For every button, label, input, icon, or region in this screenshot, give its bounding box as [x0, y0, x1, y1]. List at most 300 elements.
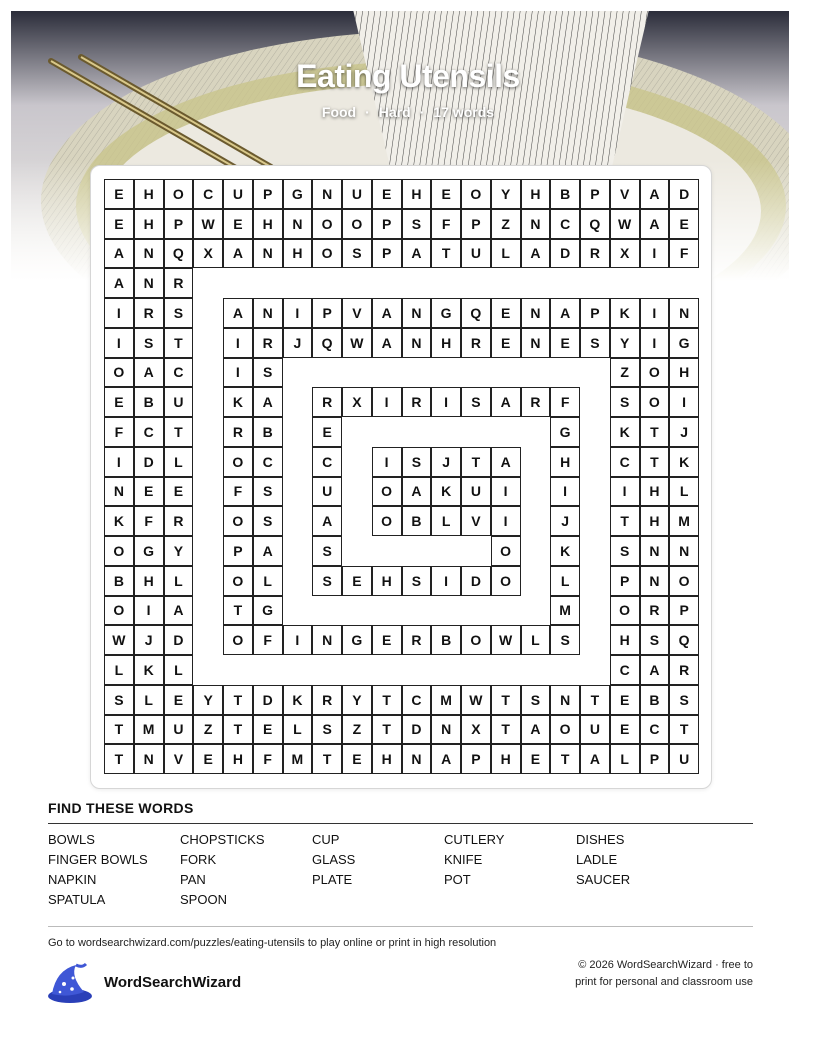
grid-cell[interactable]: I	[223, 328, 253, 358]
grid-cell[interactable]: Q	[580, 209, 610, 239]
grid-cell[interactable]: T	[164, 417, 194, 447]
grid-cell[interactable]: P	[580, 179, 610, 209]
grid-cell[interactable]: E	[550, 328, 580, 358]
grid-cell[interactable]: Y	[193, 685, 223, 715]
grid-cell[interactable]: P	[610, 566, 640, 596]
grid-cell[interactable]: H	[223, 744, 253, 774]
grid-cell[interactable]: C	[134, 417, 164, 447]
grid-cell[interactable]: Y	[342, 685, 372, 715]
grid-cell[interactable]: I	[104, 328, 134, 358]
grid-cell[interactable]: Z	[610, 358, 640, 388]
grid-cell[interactable]: S	[253, 506, 283, 536]
grid-cell[interactable]: A	[402, 477, 432, 507]
grid-cell[interactable]: R	[164, 506, 194, 536]
play-online-link[interactable]: Go to wordsearchwizard.com/puzzles/eating-utensils to play online or print in high resolution	[48, 937, 497, 949]
grid-cell[interactable]: T	[372, 715, 402, 745]
grid-cell[interactable]: E	[134, 477, 164, 507]
grid-cell[interactable]: I	[610, 477, 640, 507]
grid-cell[interactable]: D	[253, 685, 283, 715]
grid-cell[interactable]: X	[342, 387, 372, 417]
grid-cell[interactable]: O	[491, 536, 521, 566]
grid-cell[interactable]: L	[134, 685, 164, 715]
grid-cell[interactable]: A	[431, 744, 461, 774]
grid-cell[interactable]: F	[253, 744, 283, 774]
grid-cell[interactable]: O	[164, 179, 194, 209]
grid-cell[interactable]: K	[669, 447, 699, 477]
grid-cell[interactable]: T	[312, 744, 342, 774]
grid-cell[interactable]: R	[223, 417, 253, 447]
grid-cell[interactable]: N	[521, 328, 551, 358]
grid-cell[interactable]: B	[550, 179, 580, 209]
grid-cell[interactable]: A	[491, 387, 521, 417]
grid-cell[interactable]: S	[253, 477, 283, 507]
grid-cell[interactable]: T	[431, 239, 461, 269]
grid-cell[interactable]: I	[134, 596, 164, 626]
grid-cell[interactable]: B	[134, 387, 164, 417]
grid-cell[interactable]: C	[312, 447, 342, 477]
grid-cell[interactable]: G	[342, 625, 372, 655]
grid-cell[interactable]: R	[669, 655, 699, 685]
grid-cell[interactable]: W	[104, 625, 134, 655]
grid-cell[interactable]: O	[461, 179, 491, 209]
grid-cell[interactable]: A	[372, 298, 402, 328]
grid-cell[interactable]: Q	[461, 298, 491, 328]
grid-cell[interactable]: H	[521, 179, 551, 209]
grid-cell[interactable]: M	[431, 685, 461, 715]
grid-cell[interactable]: P	[372, 239, 402, 269]
grid-cell[interactable]: I	[669, 387, 699, 417]
grid-cell[interactable]: N	[550, 685, 580, 715]
grid-cell[interactable]: A	[253, 536, 283, 566]
grid-cell[interactable]: I	[640, 298, 670, 328]
grid-cell[interactable]: A	[253, 387, 283, 417]
grid-cell[interactable]: U	[164, 387, 194, 417]
grid-cell[interactable]: B	[104, 566, 134, 596]
grid-cell[interactable]: M	[283, 744, 313, 774]
grid-cell[interactable]: H	[431, 328, 461, 358]
grid-cell[interactable]: W	[342, 328, 372, 358]
grid-cell[interactable]: R	[253, 328, 283, 358]
grid-cell[interactable]: H	[610, 625, 640, 655]
grid-cell[interactable]: I	[550, 477, 580, 507]
grid-cell[interactable]: K	[431, 477, 461, 507]
grid-cell[interactable]: X	[610, 239, 640, 269]
grid-cell[interactable]: D	[550, 239, 580, 269]
grid-cell[interactable]: P	[580, 298, 610, 328]
grid-cell[interactable]: O	[491, 566, 521, 596]
grid-cell[interactable]: R	[461, 328, 491, 358]
grid-cell[interactable]: A	[640, 179, 670, 209]
grid-cell[interactable]: O	[104, 358, 134, 388]
grid-cell[interactable]: P	[372, 209, 402, 239]
grid-cell[interactable]: S	[104, 685, 134, 715]
grid-cell[interactable]: A	[640, 655, 670, 685]
grid-cell[interactable]: L	[431, 506, 461, 536]
grid-cell[interactable]: A	[104, 268, 134, 298]
grid-cell[interactable]: T	[580, 685, 610, 715]
grid-cell[interactable]: I	[283, 625, 313, 655]
grid-cell[interactable]: U	[342, 179, 372, 209]
grid-cell[interactable]: Q	[164, 239, 194, 269]
grid-cell[interactable]: E	[104, 387, 134, 417]
grid-cell[interactable]: I	[283, 298, 313, 328]
grid-cell[interactable]: K	[104, 506, 134, 536]
grid-cell[interactable]: S	[550, 625, 580, 655]
grid-cell[interactable]: C	[640, 715, 670, 745]
grid-cell[interactable]: E	[372, 179, 402, 209]
grid-cell[interactable]: E	[253, 715, 283, 745]
grid-cell[interactable]: K	[223, 387, 253, 417]
grid-cell[interactable]: W	[193, 209, 223, 239]
grid-cell[interactable]: I	[223, 358, 253, 388]
grid-cell[interactable]: U	[461, 477, 491, 507]
grid-cell[interactable]: J	[431, 447, 461, 477]
grid-cell[interactable]: A	[640, 209, 670, 239]
grid-cell[interactable]: N	[312, 179, 342, 209]
grid-cell[interactable]: V	[610, 179, 640, 209]
grid-cell[interactable]: T	[372, 685, 402, 715]
grid-cell[interactable]: P	[640, 744, 670, 774]
grid-cell[interactable]: O	[312, 209, 342, 239]
grid-cell[interactable]: D	[461, 566, 491, 596]
grid-cell[interactable]: X	[461, 715, 491, 745]
grid-cell[interactable]: Z	[491, 209, 521, 239]
grid-cell[interactable]: F	[223, 477, 253, 507]
grid-cell[interactable]: G	[550, 417, 580, 447]
grid-cell[interactable]: U	[223, 179, 253, 209]
grid-cell[interactable]: E	[342, 566, 372, 596]
grid-cell[interactable]: K	[610, 298, 640, 328]
grid-cell[interactable]: N	[669, 298, 699, 328]
grid-cell[interactable]: A	[521, 715, 551, 745]
grid-cell[interactable]: N	[283, 209, 313, 239]
grid-cell[interactable]: N	[134, 268, 164, 298]
grid-cell[interactable]: H	[640, 506, 670, 536]
grid-cell[interactable]: C	[610, 447, 640, 477]
grid-cell[interactable]: F	[134, 506, 164, 536]
grid-cell[interactable]: E	[312, 417, 342, 447]
grid-cell[interactable]: U	[580, 715, 610, 745]
grid-cell[interactable]: C	[402, 685, 432, 715]
grid-cell[interactable]: F	[431, 209, 461, 239]
grid-cell[interactable]: A	[164, 596, 194, 626]
grid-cell[interactable]: E	[491, 328, 521, 358]
grid-cell[interactable]: Z	[342, 715, 372, 745]
grid-cell[interactable]: B	[402, 506, 432, 536]
grid-cell[interactable]: E	[669, 209, 699, 239]
grid-cell[interactable]: H	[134, 209, 164, 239]
grid-cell[interactable]: O	[104, 536, 134, 566]
grid-cell[interactable]: C	[164, 358, 194, 388]
grid-cell[interactable]: H	[640, 477, 670, 507]
grid-cell[interactable]: E	[610, 685, 640, 715]
grid-cell[interactable]: N	[521, 298, 551, 328]
grid-cell[interactable]: P	[223, 536, 253, 566]
grid-cell[interactable]: S	[402, 447, 432, 477]
grid-cell[interactable]: T	[104, 715, 134, 745]
grid-cell[interactable]: O	[223, 625, 253, 655]
grid-cell[interactable]: D	[669, 179, 699, 209]
grid-cell[interactable]: I	[640, 239, 670, 269]
grid-cell[interactable]: L	[104, 655, 134, 685]
grid-cell[interactable]: T	[223, 685, 253, 715]
grid-cell[interactable]: N	[134, 239, 164, 269]
grid-cell[interactable]: R	[521, 387, 551, 417]
grid-cell[interactable]: D	[402, 715, 432, 745]
grid-cell[interactable]: O	[550, 715, 580, 745]
grid-cell[interactable]: I	[372, 447, 402, 477]
grid-cell[interactable]: B	[253, 417, 283, 447]
grid-cell[interactable]: I	[640, 328, 670, 358]
grid-cell[interactable]: E	[610, 715, 640, 745]
grid-cell[interactable]: H	[491, 744, 521, 774]
grid-cell[interactable]: P	[312, 298, 342, 328]
grid-cell[interactable]: A	[580, 744, 610, 774]
grid-cell[interactable]: C	[193, 179, 223, 209]
grid-cell[interactable]: H	[134, 566, 164, 596]
grid-cell[interactable]: O	[342, 209, 372, 239]
grid-cell[interactable]: O	[223, 506, 253, 536]
grid-cell[interactable]: N	[402, 328, 432, 358]
grid-cell[interactable]: N	[134, 744, 164, 774]
grid-cell[interactable]: S	[461, 387, 491, 417]
grid-cell[interactable]: E	[372, 625, 402, 655]
grid-cell[interactable]: H	[550, 447, 580, 477]
grid-cell[interactable]: O	[640, 387, 670, 417]
grid-cell[interactable]: Y	[610, 328, 640, 358]
grid-cell[interactable]: A	[312, 506, 342, 536]
grid-cell[interactable]: P	[164, 209, 194, 239]
grid-cell[interactable]: O	[372, 506, 402, 536]
grid-cell[interactable]: T	[669, 715, 699, 745]
grid-cell[interactable]: W	[491, 625, 521, 655]
grid-cell[interactable]: P	[669, 596, 699, 626]
grid-cell[interactable]: G	[253, 596, 283, 626]
grid-cell[interactable]: T	[550, 744, 580, 774]
grid-cell[interactable]: A	[521, 239, 551, 269]
grid-cell[interactable]: A	[223, 298, 253, 328]
grid-cell[interactable]: J	[283, 328, 313, 358]
grid-cell[interactable]: N	[104, 477, 134, 507]
grid-cell[interactable]: T	[223, 715, 253, 745]
grid-cell[interactable]: I	[431, 387, 461, 417]
grid-cell[interactable]: R	[402, 387, 432, 417]
grid-cell[interactable]: U	[312, 477, 342, 507]
grid-cell[interactable]: W	[610, 209, 640, 239]
grid-cell[interactable]: E	[342, 744, 372, 774]
grid-cell[interactable]: R	[164, 268, 194, 298]
brand-name[interactable]: WordSearchWizard	[104, 974, 242, 991]
grid-cell[interactable]: L	[253, 566, 283, 596]
grid-cell[interactable]: S	[610, 536, 640, 566]
grid-cell[interactable]: C	[550, 209, 580, 239]
grid-cell[interactable]: H	[402, 179, 432, 209]
grid-cell[interactable]: M	[550, 596, 580, 626]
grid-cell[interactable]: Y	[164, 536, 194, 566]
grid-cell[interactable]: P	[461, 744, 491, 774]
grid-cell[interactable]: O	[223, 566, 253, 596]
grid-cell[interactable]: E	[491, 298, 521, 328]
grid-cell[interactable]: A	[134, 358, 164, 388]
grid-cell[interactable]: J	[669, 417, 699, 447]
grid-cell[interactable]: F	[253, 625, 283, 655]
grid-cell[interactable]: K	[134, 655, 164, 685]
grid-cell[interactable]: I	[431, 566, 461, 596]
grid-cell[interactable]: V	[461, 506, 491, 536]
grid-cell[interactable]: R	[134, 298, 164, 328]
grid-cell[interactable]: O	[610, 596, 640, 626]
grid-cell[interactable]: L	[491, 239, 521, 269]
grid-cell[interactable]: L	[610, 744, 640, 774]
grid-cell[interactable]: H	[253, 209, 283, 239]
grid-cell[interactable]: O	[312, 239, 342, 269]
grid-cell[interactable]: T	[640, 447, 670, 477]
grid-cell[interactable]: L	[521, 625, 551, 655]
grid-cell[interactable]: A	[491, 447, 521, 477]
grid-cell[interactable]: G	[134, 536, 164, 566]
grid-cell[interactable]: B	[640, 685, 670, 715]
grid-cell[interactable]: S	[580, 328, 610, 358]
grid-cell[interactable]: T	[640, 417, 670, 447]
grid-cell[interactable]: T	[491, 685, 521, 715]
grid-cell[interactable]: A	[223, 239, 253, 269]
grid-cell[interactable]: T	[461, 447, 491, 477]
grid-cell[interactable]: E	[104, 209, 134, 239]
grid-cell[interactable]: X	[193, 239, 223, 269]
grid-cell[interactable]: I	[104, 298, 134, 328]
grid-cell[interactable]: G	[283, 179, 313, 209]
grid-cell[interactable]: W	[461, 685, 491, 715]
grid-cell[interactable]: S	[669, 685, 699, 715]
grid-cell[interactable]: P	[253, 179, 283, 209]
grid-cell[interactable]: Z	[193, 715, 223, 745]
grid-cell[interactable]: L	[283, 715, 313, 745]
grid-cell[interactable]: I	[372, 387, 402, 417]
grid-cell[interactable]: R	[312, 685, 342, 715]
grid-cell[interactable]: S	[312, 715, 342, 745]
grid-cell[interactable]: R	[580, 239, 610, 269]
grid-cell[interactable]: K	[550, 536, 580, 566]
grid-cell[interactable]: S	[312, 566, 342, 596]
grid-cell[interactable]: A	[550, 298, 580, 328]
grid-cell[interactable]: Q	[312, 328, 342, 358]
grid-cell[interactable]: E	[223, 209, 253, 239]
grid-cell[interactable]: E	[104, 179, 134, 209]
grid-cell[interactable]: O	[640, 358, 670, 388]
grid-cell[interactable]: A	[372, 328, 402, 358]
grid-cell[interactable]: B	[431, 625, 461, 655]
grid-cell[interactable]: Y	[491, 179, 521, 209]
grid-cell[interactable]: G	[431, 298, 461, 328]
grid-cell[interactable]: E	[164, 685, 194, 715]
grid-cell[interactable]: I	[491, 477, 521, 507]
grid-cell[interactable]: U	[461, 239, 491, 269]
grid-cell[interactable]: N	[253, 298, 283, 328]
grid-cell[interactable]: S	[640, 625, 670, 655]
grid-cell[interactable]: E	[164, 477, 194, 507]
grid-cell[interactable]: A	[402, 239, 432, 269]
grid-cell[interactable]: N	[669, 536, 699, 566]
wizard-hat-logo-icon[interactable]	[46, 962, 94, 1006]
grid-cell[interactable]: S	[312, 536, 342, 566]
grid-cell[interactable]: O	[669, 566, 699, 596]
grid-cell[interactable]: O	[461, 625, 491, 655]
grid-cell[interactable]: O	[223, 447, 253, 477]
grid-cell[interactable]: C	[253, 447, 283, 477]
grid-cell[interactable]: H	[372, 744, 402, 774]
grid-cell[interactable]: H	[372, 566, 402, 596]
grid-cell[interactable]: N	[640, 536, 670, 566]
grid-cell[interactable]: N	[640, 566, 670, 596]
grid-cell[interactable]: L	[164, 447, 194, 477]
grid-cell[interactable]: E	[193, 744, 223, 774]
grid-cell[interactable]: S	[402, 209, 432, 239]
grid-cell[interactable]: D	[134, 447, 164, 477]
grid-cell[interactable]: S	[610, 387, 640, 417]
grid-cell[interactable]: T	[491, 715, 521, 745]
grid-cell[interactable]: U	[669, 744, 699, 774]
grid-cell[interactable]: E	[431, 179, 461, 209]
grid-cell[interactable]: N	[521, 209, 551, 239]
grid-cell[interactable]: D	[164, 625, 194, 655]
grid-cell[interactable]: R	[640, 596, 670, 626]
grid-cell[interactable]: H	[283, 239, 313, 269]
grid-cell[interactable]: V	[164, 744, 194, 774]
grid-cell[interactable]: T	[164, 328, 194, 358]
grid-cell[interactable]: N	[253, 239, 283, 269]
grid-cell[interactable]: S	[342, 239, 372, 269]
grid-cell[interactable]: T	[104, 744, 134, 774]
grid-cell[interactable]: L	[164, 566, 194, 596]
grid-cell[interactable]: H	[669, 358, 699, 388]
grid-cell[interactable]: A	[104, 239, 134, 269]
grid-cell[interactable]: O	[372, 477, 402, 507]
grid-cell[interactable]: Q	[669, 625, 699, 655]
grid-cell[interactable]: F	[550, 387, 580, 417]
grid-cell[interactable]: H	[134, 179, 164, 209]
grid-cell[interactable]: S	[521, 685, 551, 715]
grid-cell[interactable]: S	[253, 358, 283, 388]
grid-cell[interactable]: R	[312, 387, 342, 417]
grid-cell[interactable]: F	[104, 417, 134, 447]
grid-cell[interactable]: S	[402, 566, 432, 596]
grid-cell[interactable]: J	[550, 506, 580, 536]
grid-cell[interactable]: U	[164, 715, 194, 745]
grid-cell[interactable]: K	[610, 417, 640, 447]
grid-cell[interactable]: O	[104, 596, 134, 626]
grid-cell[interactable]: L	[164, 655, 194, 685]
grid-cell[interactable]: T	[610, 506, 640, 536]
grid-cell[interactable]: I	[104, 447, 134, 477]
grid-cell[interactable]: M	[669, 506, 699, 536]
grid-cell[interactable]: T	[223, 596, 253, 626]
grid-cell[interactable]: P	[461, 209, 491, 239]
grid-cell[interactable]: C	[610, 655, 640, 685]
grid-cell[interactable]: I	[491, 506, 521, 536]
grid-cell[interactable]: M	[134, 715, 164, 745]
grid-cell[interactable]: S	[134, 328, 164, 358]
grid-cell[interactable]: S	[164, 298, 194, 328]
grid-cell[interactable]: E	[521, 744, 551, 774]
grid-cell[interactable]: G	[669, 328, 699, 358]
grid-cell[interactable]: N	[402, 298, 432, 328]
grid-cell[interactable]: N	[312, 625, 342, 655]
grid-cell[interactable]: F	[669, 239, 699, 269]
grid-cell[interactable]: N	[402, 744, 432, 774]
grid-cell[interactable]: L	[669, 477, 699, 507]
grid-cell[interactable]: R	[402, 625, 432, 655]
grid-cell[interactable]: L	[550, 566, 580, 596]
